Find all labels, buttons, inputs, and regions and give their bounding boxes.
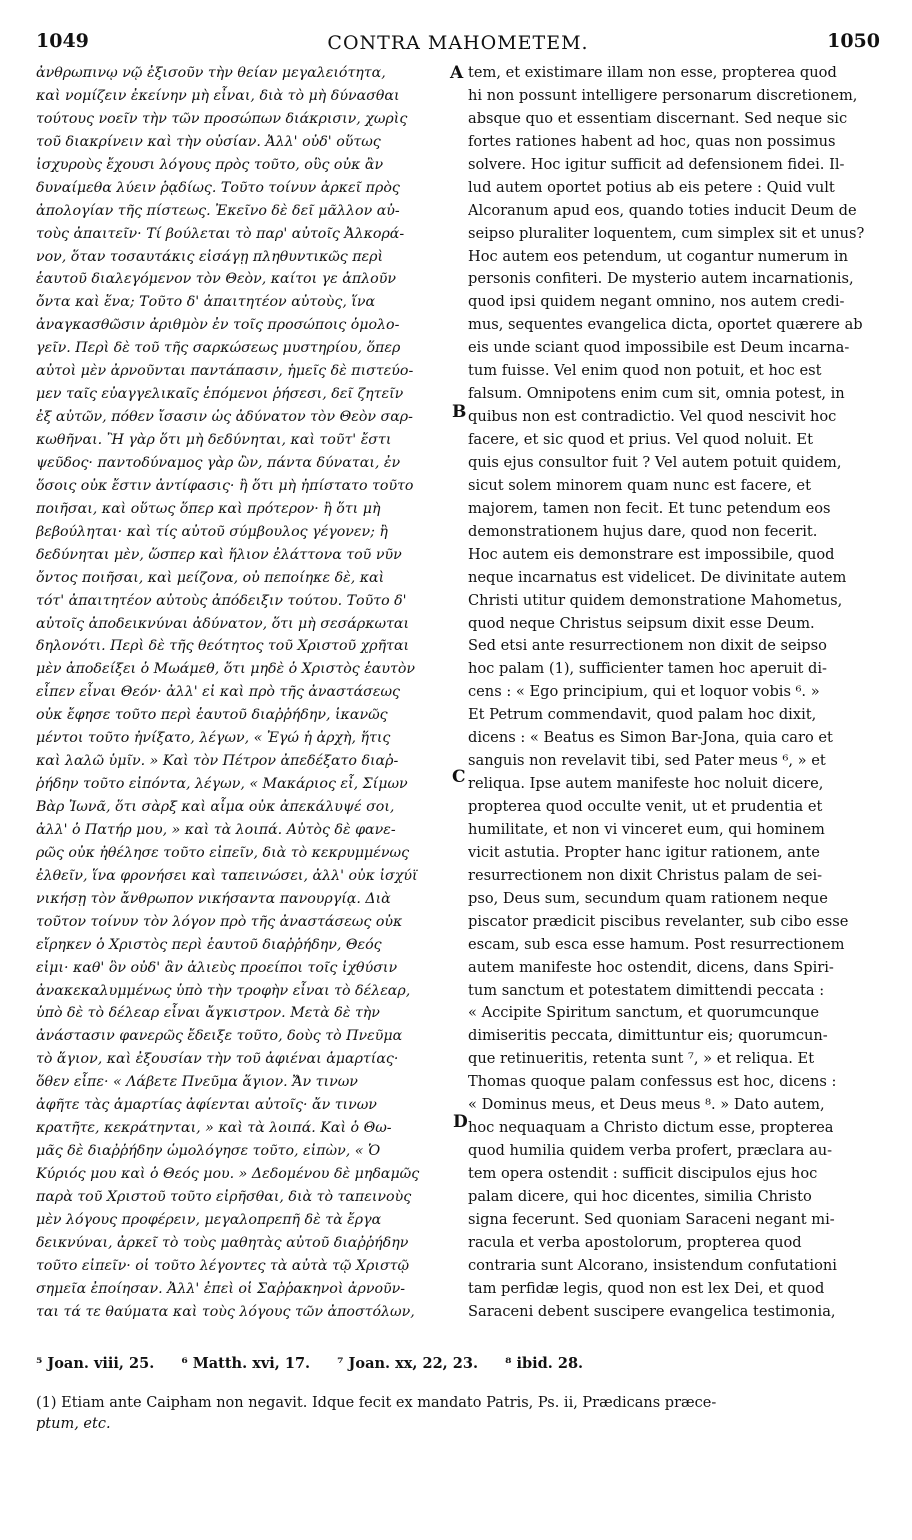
latin-text-line: hoc nequaquam a Christo dictum esse, propterea <box>468 1119 834 1137</box>
page-number-right: 1050 <box>827 30 880 52</box>
greek-text-line: δεδύνηται μὲν, ὥσπερ καὶ ἥλιον ἐλάττονα τοῦ νῦν <box>36 546 402 563</box>
latin-text-line: hi non possunt intelligere personarum discretionem, <box>468 86 858 104</box>
latin-text-line: seipso pluraliter loquentem, cum simplex sit et unus? <box>468 224 865 242</box>
latin-text-line: « Dominus meus, et Deus meus ⁸. » Dato autem, <box>468 1096 825 1114</box>
latin-text-line: racula et verba apostolorum, propterea quod <box>468 1233 802 1251</box>
greek-text-line: ψεῦδος· παντοδύναμος γὰρ ὢν, πάντα δύναται, ἐν <box>36 454 401 471</box>
latin-text-line: Et Petrum commendavit, quod palam hoc dixit, <box>468 706 817 724</box>
greek-text-line: εἶπεν εἶναι Θεόν· ἀλλ' εἰ καὶ πρὸ τῆς ἀναστάσεως <box>36 684 400 701</box>
greek-text-line: δυναίμεθα λύειν ῥᾳδίως. Τοῦτο τοίνυν ἀρκεῖ πρὸς <box>36 179 400 196</box>
greek-text-line: οὐκ ἔφησε τοῦτο περὶ ἑαυτοῦ διαῤῥήδην, ἱκανῶς <box>36 707 388 724</box>
greek-text-line: τοῦτον τοίνυν τὸν λόγον πρὸ τῆς ἀναστάσεως οὐκ <box>36 913 403 930</box>
latin-text-line: facere, et sic quod et prius. Vel quod noluit. Et <box>468 431 813 448</box>
greek-text-line: γεῖν. Περὶ δὲ τοῦ τῆς σαρκώσεως μυστηρίου, ὅπερ <box>36 340 401 357</box>
latin-text-line: absque quo et essentiam discernant. Sed neque sic <box>468 109 848 127</box>
greek-text-line: ὄντος ποιῆσαι, καὶ μείζονα, οὐ πεποίηκε δὲ, καὶ <box>36 569 385 586</box>
margin-letter-c: C <box>452 767 466 787</box>
greek-text-line: ρῶς οὐκ ἠθέλησε τοῦτο εἰπεῖν, διὰ τὸ κεκρυμμένως <box>36 844 410 861</box>
latin-text-line: tum sanctum et potestatem dimittendi peccata : <box>468 981 825 999</box>
greek-text-line: τοὺς ἀπαιτεῖν· Τί βούλεται τὸ παρ' αὐτοῖς Ἀλκορά- <box>36 225 405 242</box>
reference-6: ⁶ Matth. xvi, 17. <box>181 1355 311 1372</box>
greek-text-line: ἀνθρωπινῳ νῷ ἐξισοῦν τὴν θείαν μεγαλειότητα, <box>36 65 386 81</box>
greek-text-line: ὅσοις οὐκ ἔστιν ἀντίφασις· ἢ ὅτι μὴ ἠπίστατο τοῦτο <box>36 477 414 494</box>
latin-text-line: neque incarnatus est videlicet. De divinitate autem <box>468 568 847 586</box>
greek-text-line: νικήσῃ τὸν ἄνθρωπον νικήσαντα πανουργίᾳ. Διὰ <box>36 890 391 907</box>
latin-text-line: Hoc autem eis demonstrare est impossibile, quod <box>468 545 835 563</box>
footnote <box>36 1393 884 1435</box>
greek-text-line: βεβούληται· καὶ τίς αὐτοῦ σύμβουλος γέγονεν; ἢ <box>36 523 388 540</box>
running-header <box>36 28 880 54</box>
margin-letter-b: B <box>452 402 467 422</box>
latin-text-line: personis confiteri. De mysterio autem incarnationis, <box>468 270 854 288</box>
latin-text-line: pso, Deus sum, secundum quam rationem neque <box>468 889 828 907</box>
greek-text-line: μέντοι τοῦτο ἠνίξατο, λέγων, « Ἐγώ ἡ ἀρχὴ, ἥτις <box>36 730 391 747</box>
greek-text-line: τοῦ διακρίνειν καὶ τὴν οὐσίαν. Ἀλλ' οὐδ' οὕτως <box>36 133 381 150</box>
footnote-line-1: (1) Etiam ante Caipham non negavit. Idque fecit ex mandato Patris, Ps. ii, Prædicans præce- <box>36 1395 717 1411</box>
scripture-references <box>36 1355 886 1372</box>
latin-text-column <box>468 62 884 1324</box>
latin-text-line: hoc palam (1), sufficienter tamen hoc aperuit di- <box>468 660 827 678</box>
greek-text-line: ἐλθεῖν, ἵνα φρονήσει καὶ ταπεινώσει, ἀλλ' οὐκ ἰσχύϊ <box>36 867 418 884</box>
greek-text-line: σημεῖα ἐποίησαν. Ἀλλ' ἐπεὶ οἱ Σαῤῥακηνοὶ ἀρνοῦν- <box>36 1280 406 1297</box>
greek-text-line: ται τά τε θαύματα καὶ τοὺς λόγους τῶν ἀποστόλων, <box>36 1303 415 1320</box>
latin-text-line: demonstrationem hujus dare, quod non fecerit. <box>468 522 818 540</box>
latin-text-line: escam, sub esca esse hamum. Post resurrectionem <box>468 935 845 953</box>
running-title: CONTRA MAHOMETEM. <box>327 32 589 54</box>
greek-text-line: μεν ταῖς εὐαγγελικαῖς ἑπόμενοι ῥήσεσι, δεῖ ζητεῖν <box>36 386 404 403</box>
greek-text-line: κωθῆναι. Ἢ γὰρ ὅτι μὴ δεδύνηται, καὶ τοῦτ' ἔστι <box>36 432 392 448</box>
footnote-line-2: ptum, etc. <box>36 1416 111 1432</box>
latin-text-line: tem opera ostendit : sufficit discipulos ejus hoc <box>468 1165 818 1182</box>
latin-text-line: sanguis non revelavit tibi, sed Pater meus ⁶, » et <box>468 752 826 770</box>
greek-text-line: καὶ νομίζειν ἐκείνην μὴ εἶναι, διὰ τὸ μὴ δύνασθαι <box>36 87 400 104</box>
greek-text-line: μὲν ἀποδείξει ὁ Μωάμεθ, ὅτι μηδὲ ὁ Χριστὸς ἑαυτὸν <box>36 661 416 678</box>
latin-text-line: majorem, tamen non fecit. Et tunc petendum eos <box>468 499 831 517</box>
latin-text-line: tum fuisse. Vel enim quod non potuit, et hoc est <box>468 362 822 380</box>
latin-text-line: propterea quod occulte venit, ut et prudentia et <box>468 798 823 815</box>
latin-text-line: vicit astutia. Propter hanc igitur rationem, ante <box>468 843 820 861</box>
greek-text-line: καὶ λαλῶ ὑμῖν. » Καὶ τὸν Πέτρον ἀπεδέξατο διαῤ- <box>36 753 399 770</box>
greek-text-line: Βὰρ Ἰωνᾶ, ὅτι σὰρξ καὶ αἷμα οὐκ ἀπεκάλυψέ σοι, <box>36 799 395 815</box>
greek-text-line: ἀνάστασιν φανερῶς ἔδειξε τοῦτο, δοὺς τὸ Πνεῦμα <box>36 1028 403 1045</box>
latin-text-line: dicens : « Beatus es Simon Bar-Jona, quia caro et <box>468 729 833 747</box>
latin-text-line: resurrectionem non dixit Christus palam de sei- <box>468 866 823 884</box>
latin-text-line: autem manifeste hoc ostendit, dicens, dans Spiri- <box>468 958 834 976</box>
reference-8: ⁸ ibid. 28. <box>505 1355 584 1372</box>
greek-text-line: κρατῆτε, κεκράτηνται, » καὶ τὰ λοιπά. Καὶ ὁ Θω- <box>36 1120 392 1137</box>
latin-text-line: Sed etsi ante resurrectionem non dixit de seipso <box>468 637 827 655</box>
latin-text-line: eis unde sciant quod impossibile est Deum incarna- <box>468 339 850 357</box>
latin-text-line: falsum. Omnipotens enim cum sit, omnia potest, in <box>468 385 845 403</box>
latin-text-line: quod ipsi quidem negant omnino, nos autem credi- <box>468 293 845 311</box>
latin-text-line: dimiseritis peccata, dimittuntur eis; quorumcun- <box>468 1027 828 1045</box>
latin-text-line: humilitate, et non vi vinceret eum, qui hominem <box>468 820 825 838</box>
greek-text-line: εἴρηκεν ὁ Χριστὸς περὶ ἑαυτοῦ διαῤῥήδην, Θεός <box>36 936 382 953</box>
latin-text-line: cens : « Ego principium, qui et loquor vobis ⁶. » <box>468 683 820 701</box>
greek-text-line: τοῦτο εἰπεῖν· οἱ τοῦτο λέγοντες τὰ αὐτὰ τῷ Χριστῷ <box>36 1257 410 1274</box>
greek-text-line: ἀλλ' ὁ Πατήρ μου, » καὶ τὰ λοιπά. Αὐτὸς δὲ φανε- <box>36 821 396 838</box>
page-number-left: 1049 <box>36 30 89 52</box>
greek-text-line: Κύριός μου καὶ ὁ Θεός μου. » Δεδομένου δὲ μηδαμῶς <box>36 1166 420 1182</box>
latin-text-line: mus, sequentes evangelica dicta, oportet quærere ab <box>468 316 863 334</box>
margin-letter-a: A <box>450 63 464 83</box>
latin-text-line: « Accipite Spiritum sanctum, et quorumcunque <box>468 1004 820 1022</box>
greek-text-line: νον, ὅταν τοσαυτάκις εἰσάγῃ πληθυντικῶς περὶ <box>36 248 384 265</box>
greek-text-line: ὑπὸ δὲ τὸ δέλεαρ εἶναι ἄγκιστρον. Μετὰ δὲ τὴν <box>36 1005 380 1022</box>
latin-text-line: Thomas quoque palam confessus est hoc, dicens : <box>468 1073 837 1091</box>
greek-text-line: ἀναγκασθῶσιν ἀριθμὸν ἐν τοῖς προσώποις ὁμολο- <box>36 317 400 334</box>
latin-text-line: lud autem oportet potius ab eis petere : Quid vult <box>468 178 835 196</box>
latin-text-line: palam dicere, qui hoc dicentes, similia Christo <box>468 1187 812 1205</box>
greek-text-line: ῥήδην τοῦτο εἰπόντα, λέγων, « Μακάριος εἶ, Σίμων <box>36 776 408 793</box>
latin-text-line: que retinueritis, retenta sunt ⁷, » et reliqua. Et <box>468 1050 815 1068</box>
latin-text-line: solvere. Hoc igitur sufficit ad defensionem fidei. Il- <box>468 155 845 173</box>
greek-text-line: μὲν λόγους προφέρειν, μεγαλοπρεπῆ δὲ τὰ ἔργα <box>36 1211 382 1228</box>
greek-text-line: ὅθεν εἶπε· « Λάβετε Πνεῦμα ἅγιον. Ἄν τινων <box>36 1074 358 1091</box>
greek-text-line: ἀνακεκαλυμμένως ὑπὸ τὴν τροφὴν εἶναι τὸ δέλεαρ, <box>36 982 411 999</box>
latin-text-line: reliqua. Ipse autem manifeste hoc noluit dicere, <box>468 775 824 793</box>
greek-text-line: ἑαυτοῦ διαλεγόμενον τὸν Θεὸν, καίτοι γε ἁπλοῦν <box>36 271 396 288</box>
greek-text-line: ἀφῆτε τὰς ἁμαρτίας ἀφίενται αὐτοῖς· ἄν τινων <box>36 1097 377 1114</box>
greek-text-line: δηλονότι. Περὶ δὲ τῆς θεότητος τοῦ Χριστοῦ χρῆται <box>36 638 410 655</box>
latin-text-line: contraria sunt Alcorano, insistendum confutationi <box>468 1256 837 1274</box>
latin-text-line: quis ejus consultor fuit ? Vel autem potuit quidem, <box>468 453 842 471</box>
latin-text-line: Saraceni debent suscipere evangelica testimonia, <box>468 1302 836 1320</box>
latin-text-line: signa fecerunt. Sed quoniam Saraceni negant mi- <box>468 1210 835 1228</box>
margin-letter-d: D <box>453 1112 468 1132</box>
latin-text-line: Christi utitur quidem demonstratione Mahometus, <box>468 591 843 609</box>
greek-text-line: ὄντα καὶ ἕνα; Τοῦτο δ' ἀπαιτητέον αὐτοὺς, ἵνα <box>36 294 376 311</box>
greek-text-line: τὸ ἅγιον, καὶ ἐξουσίαν τὴν τοῦ ἀφιέναι ἁμαρτίας· <box>36 1051 399 1068</box>
latin-text-line: quod neque Christus seipsum dixit esse Deum. <box>468 614 815 632</box>
greek-text-line: εἰμι· καθ' ὃν οὐδ' ἂν ἁλιεὺς προείποι τοῖς ἰχθύσιν <box>36 959 398 976</box>
latin-text-line: tem, et existimare illam non esse, propterea quod <box>468 64 837 81</box>
greek-text-line: αὐτοὶ μὲν ἀρνοῦνται παντάπασιν, ἡμεῖς δὲ πιστεύο- <box>36 363 414 380</box>
greek-text-line: τότ' ἀπαιτητέον αὐτοὺς ἀπόδειξιν τούτου. Τοῦτο δ' <box>36 592 407 609</box>
greek-text-line: ἐξ αὐτῶν, πόθεν ἴσασιν ὡς ἀδύνατον τὸν Θεὸν σαρ- <box>36 409 413 426</box>
latin-text-line: piscator prædicit piscibus revelanter, sub cibo esse <box>468 912 849 930</box>
greek-text-line: δεικνύναι, ἀρκεῖ τὸ τοὺς μαθητὰς αὐτοῦ διαῤῥήδην <box>36 1234 409 1251</box>
latin-text-line: sicut solem minorem quam nunc est facere, et <box>468 476 811 494</box>
greek-text-column <box>36 62 456 1324</box>
reference-5: ⁵ Joan. viii, 25. <box>36 1355 155 1372</box>
greek-text-line: μᾶς δὲ διαῤῥήδην ὡμολόγησε τοῦτο, εἰπὼν, « Ὁ <box>36 1143 381 1160</box>
greek-text-line: παρὰ τοῦ Χριστοῦ τοῦτο εἰρῆσθαι, διὰ τὸ ταπεινοὺς <box>36 1188 412 1205</box>
latin-text-line: quibus non est contradictio. Vel quod nescivit hoc <box>468 408 837 426</box>
greek-text-line: ἰσχυροὺς ἔχουσι λόγους πρὸς τοῦτο, οὓς οὐκ ἂν <box>36 156 384 173</box>
greek-text-line: τούτους νοεῖν τὴν τῶν προσώπων διάκρισιν, χωρὶς <box>36 110 408 127</box>
latin-text-line: Hoc autem eos petendum, ut cogantur numerum in <box>468 247 849 265</box>
latin-text-line: fortes rationes habent ad hoc, quas non possimus <box>468 132 836 150</box>
latin-text-line: tam perfidæ legis, quod non est lex Dei, et quod <box>468 1279 825 1297</box>
latin-text-line: quod humilia quidem verba profert, præclara au- <box>468 1142 833 1160</box>
greek-text-line: ἀπολογίαν τῆς πίστεως. Ἐκεῖνο δὲ δεῖ μᾶλλον αὐ- <box>36 202 400 219</box>
greek-text-line: ποιῆσαι, καὶ οὕτως ὅπερ καὶ πρότερον· ἢ ὅτι μὴ <box>36 500 381 517</box>
latin-text-line: Alcoranum apud eos, quando toties inducit Deum de <box>468 201 857 219</box>
reference-7: ⁷ Joan. xx, 22, 23. <box>337 1355 479 1372</box>
greek-text-line: αὐτοῖς ἀποδεικνύναι ἀδύνατον, ὅτι μὴ σεσάρκωται <box>36 615 410 632</box>
